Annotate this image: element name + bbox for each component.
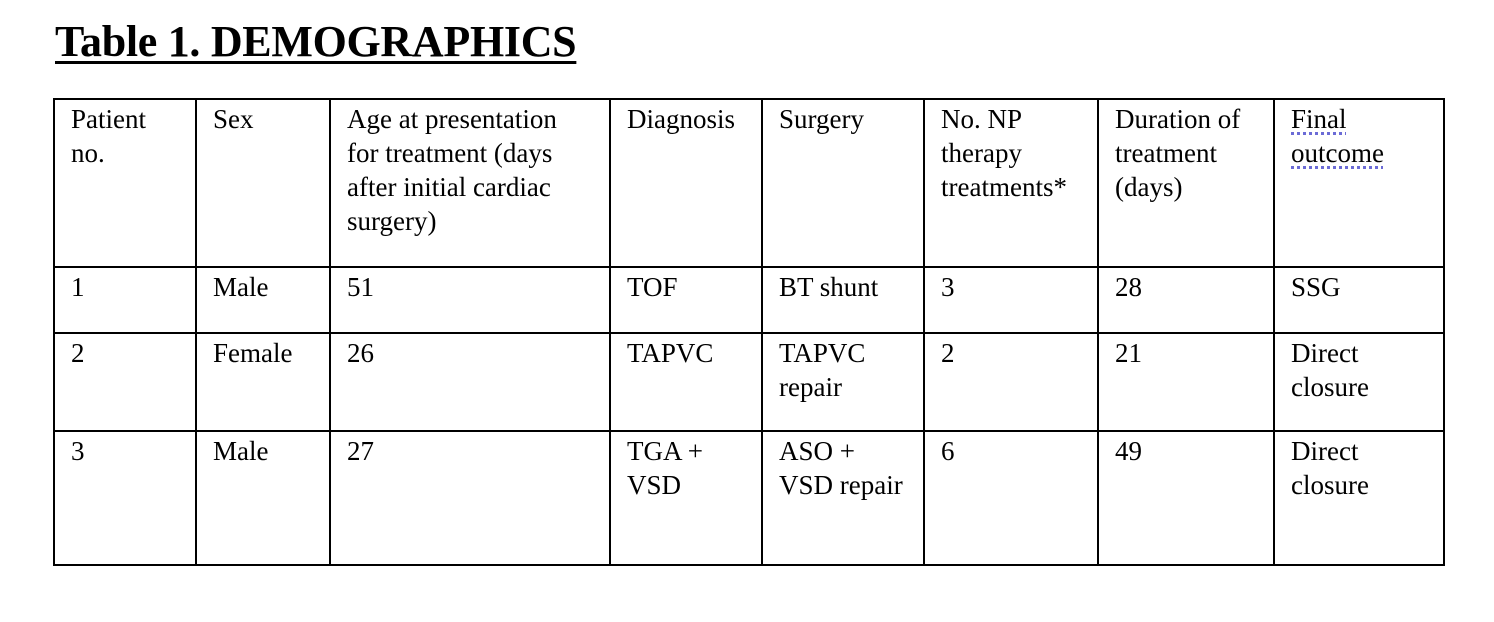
table-cell: 1 (54, 267, 196, 333)
table-cell: TAPVC repair (762, 333, 924, 431)
table-cell: TOF (610, 267, 762, 333)
table-cell: 21 (1098, 333, 1274, 431)
table-cell: TGA + VSD (610, 431, 762, 565)
table-row (54, 267, 1444, 333)
table-cell: Direct closure (1274, 333, 1444, 431)
table-cell: 26 (330, 333, 610, 431)
header-cell: Duration of treatment (days) (1098, 99, 1274, 267)
table-cell: 49 (1098, 431, 1274, 565)
table-cell: 51 (330, 267, 610, 333)
header-row (54, 99, 1444, 267)
table-cell: 3 (54, 431, 196, 565)
table-cell: 6 (924, 431, 1098, 565)
final-outcome-header-text: Final outcome (1291, 104, 1384, 168)
header-cell: Surgery (762, 99, 924, 267)
header-cell (1274, 99, 1444, 267)
header-cell: No. NP therapy treatments* (924, 99, 1098, 267)
header-cell: Diagnosis (610, 99, 762, 267)
table-title: Table 1. DEMOGRAPHICS (55, 17, 577, 66)
table-cell: 3 (924, 267, 1098, 333)
table-cell: Male (196, 431, 330, 565)
table-cell: Male (196, 267, 330, 333)
table-row (54, 431, 1444, 565)
table-cell: Direct closure (1274, 431, 1444, 565)
header-cell: Sex (196, 99, 330, 267)
table-cell: 2 (54, 333, 196, 431)
table-cell: 28 (1098, 267, 1274, 333)
table-row (54, 333, 1444, 431)
table-cell: 2 (924, 333, 1098, 431)
table-cell: 27 (330, 431, 610, 565)
header-cell: Age at presentation for treatment (days after initial cardiac surgery) (330, 99, 610, 267)
table-cell: Female (196, 333, 330, 431)
table-cell: BT shunt (762, 267, 924, 333)
demographics-table (53, 98, 1445, 566)
table-cell: ASO + VSD repair (762, 431, 924, 565)
table-cell: TAPVC (610, 333, 762, 431)
table-cell: SSG (1274, 267, 1444, 333)
header-cell: Patient no. (54, 99, 196, 267)
